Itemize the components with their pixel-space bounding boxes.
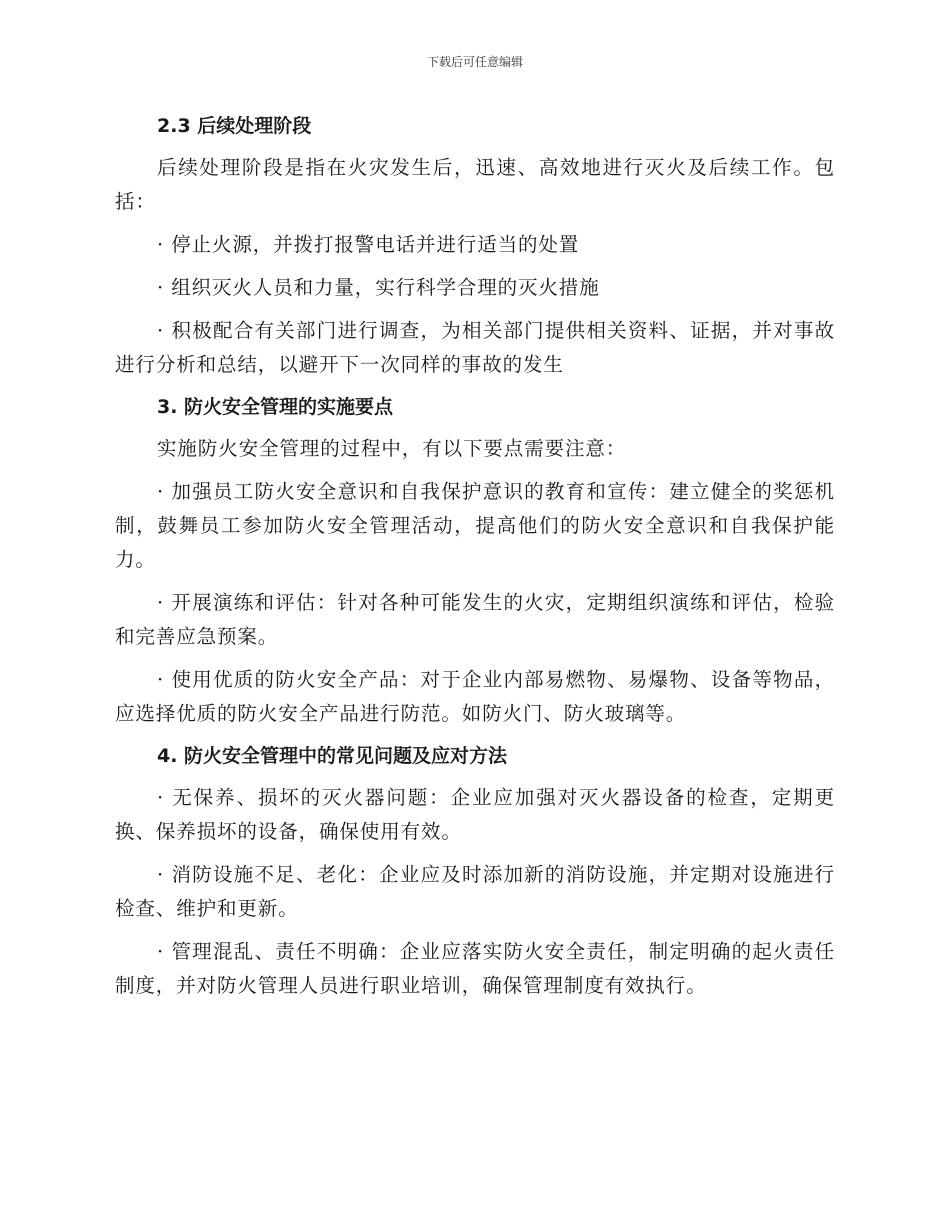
paragraph-intro-3: 实施防火安全管理的过程中，有以下要点需要注意： [157, 437, 627, 460]
bullet-item: · 开展演练和评估：针对各种可能发生的火灾，定期组织演练和评估，检验和完善应急预案。 [115, 591, 835, 648]
bullet-item: · 加强员工防火安全意识和自我保护意识的教育和宣传：建立健全的奖惩机制，鼓舞员工参加防火安全管理活动，提高他们的防火安全意识和自我保护能力。 [115, 480, 835, 571]
bullet-item: · 消防设施不足、老化：企业应及时添加新的消防设施，并定期对设施进行检查、维护和更新。 [115, 863, 835, 920]
page-header: 下载后可任意编辑 [426, 55, 523, 69]
section-heading-3: 3. 防火安全管理的实施要点 [157, 396, 394, 418]
bullet-item: · 无保养、损坏的灭火器问题：企业应加强对灭火器设备的检查，定期更换、保养损坏的设备，确保使用有效。 [115, 786, 835, 843]
paragraph-intro-2-3: 后续处理阶段是指在火灾发生后，迅速、高效地进行灭火及后续工作。包括： [115, 156, 835, 213]
section-heading-2-3: 2.3 后续处理阶段 [157, 115, 312, 137]
bullet-item: · 组织灭火人员和力量，实行科学合理的灭火措施 [157, 276, 600, 299]
bullet-item: · 停止火源，并拨打报警电话并进行适当的处置 [157, 233, 580, 256]
section-heading-4: 4. 防火安全管理中的常见问题及应对方法 [157, 745, 508, 767]
bullet-item: · 使用优质的防火安全产品：对于企业内部易燃物、易爆物、设备等物品，应选择优质的防火安全产品进行防范。如防火门、防火玻璃等。 [115, 668, 835, 725]
bullet-item: · 管理混乱、责任不明确：企业应落实防火安全责任，制定明确的起火责任制度，并对防火管理人员进行职业培训，确保管理制度有效执行。 [115, 940, 835, 997]
bullet-item: · 积极配合有关部门进行调查，为相关部门提供相关资料、证据，并对事故进行分析和总结，以避开下一次同样的事故的发生 [115, 319, 835, 376]
document-body [115, 110, 835, 1012]
